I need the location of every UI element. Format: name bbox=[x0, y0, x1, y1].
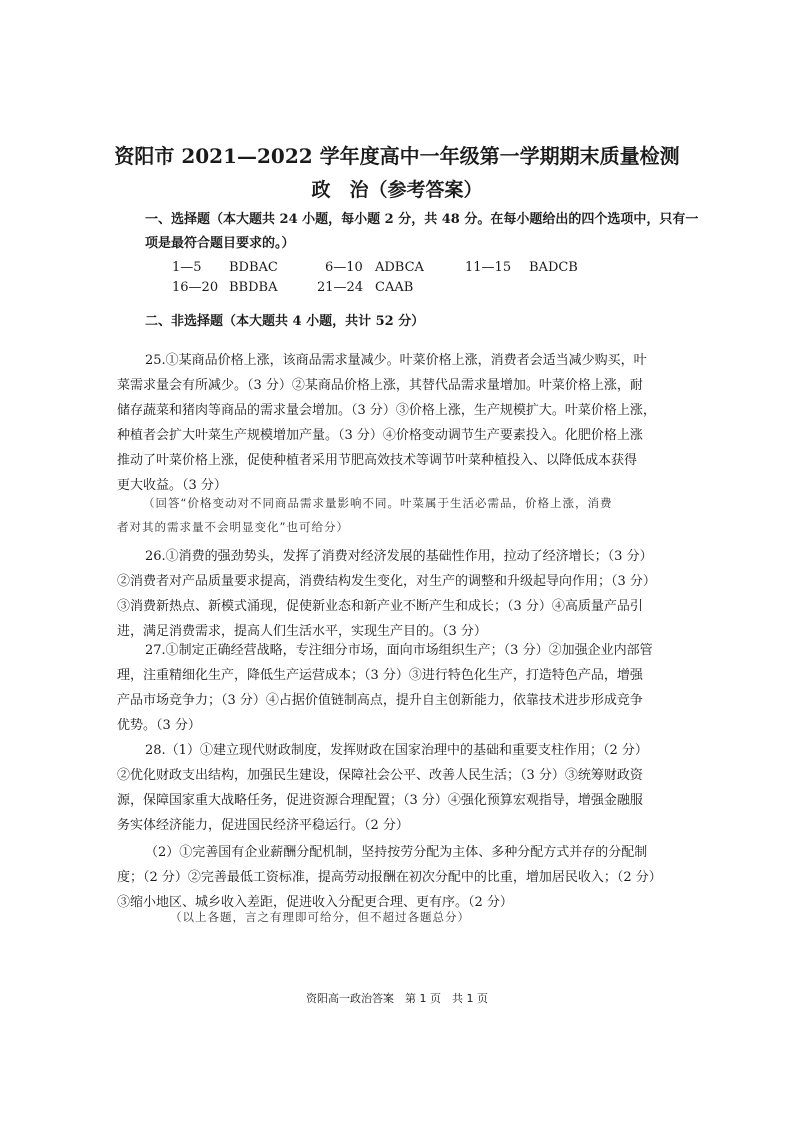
section1-heading-line2: 项是最符合题目要求的。） bbox=[145, 236, 295, 251]
q28-2-line: 度；（2 分）②完善最低工资标准，提高劳动报酬在初次分配中的比重，增加居民收入；（2 分） bbox=[117, 870, 662, 885]
q26-line: ②消费者对产品质量要求提高，消费结构发生变化，对生产的调整和升级起导向作用；（3 分） bbox=[117, 574, 656, 589]
q27-line: 27.①制定正确经营战略，专注细分市场，面向市场组织生产；（3 分）②加强企业内部管 bbox=[145, 643, 653, 658]
answer-range: 11—15 bbox=[465, 260, 512, 275]
answer-value: BADCB bbox=[529, 260, 578, 275]
q27-line: 理，注重精细化生产，降低生产运营成本；（3 分）③进行特色化生产，打造特色产品，增强 bbox=[117, 668, 643, 683]
q28-1-line: 务实体经济能力，促进国民经济平稳运行。（2 分） bbox=[117, 818, 409, 833]
q25-note-line: （回答“价格变动对不同商品需求量影响不同。叶菜属于生活必需品，价格上涨，消费 bbox=[143, 496, 613, 510]
q26-line: ③消费新热点、新模式涌现，促使新业态和新产业不断产生和成长；（3 分）④高质量产品引 bbox=[117, 599, 643, 614]
q28-1-line: 28.（1）①建立现代财政制度，发挥财政在国家治理中的基础和重要支柱作用；（2 分） bbox=[145, 743, 648, 758]
section2-heading: 二、非选择题（本大题共 4 小题，共计 52 分） bbox=[145, 314, 425, 329]
q25-line: 储存蔬菜和猪肉等商品的需求量会增加。（3 分）③价格上涨，生产规模扩大。叶菜价格上涨， bbox=[117, 403, 656, 418]
q28-1-line: 源，保障国家重大战略任务，促进资源合理配置；（3 分）④强化预算宏观指导，增强金融服 bbox=[117, 793, 643, 808]
answer-value: ADBCA bbox=[375, 260, 424, 275]
q27-line: 产品市场竞争力；（3 分）④占据价值链制高点，提升自主创新能力，依靠技术进步形成竞争 bbox=[117, 693, 643, 708]
q25-line: 推动了叶菜价格上涨，促使种植者采用节肥高效技术等调节叶菜种植投入、以降低成本获得 bbox=[117, 453, 638, 468]
answer-range: 21—24 bbox=[317, 280, 364, 295]
answer-value: BDBAC bbox=[229, 260, 278, 275]
page-subtitle: 政 治（参考答案） bbox=[311, 179, 483, 201]
page-footer: 资阳高一政治答案 第 1 页 共 1 页 bbox=[306, 992, 488, 1005]
q28-2-line: ③缩小地区、城乡收入差距，促进收入分配更合理、更有序。（2 分） bbox=[117, 895, 513, 910]
answer-range: 1—5 bbox=[172, 260, 202, 275]
page-title: 资阳市 2021—2022 学年度高中一年级第一学期期末质量检测 bbox=[114, 144, 680, 168]
q27-line: 优势。（3 分） bbox=[117, 718, 201, 733]
section1-heading-line1: 一、选择题（本大题共 24 小题，每小题 2 分，共 48 分。在每小题给出的四个选项中，只有一 bbox=[145, 212, 699, 227]
q25-line: 更大收益。（3 分） bbox=[117, 478, 227, 493]
q26-line: 进，满足消费需求，提高人们生活水平，实现生产目的。（3 分） bbox=[117, 624, 487, 639]
answer-value: CAAB bbox=[375, 280, 414, 295]
q25-line: 种植者会扩大叶菜生产规模增加产量。（3 分）④价格变动调节生产要素投入。化肥价格上涨 bbox=[117, 428, 643, 443]
answer-value: BBDBA bbox=[229, 280, 278, 295]
q26-line: 26.①消费的强劲势头，发挥了消费对经济发展的基础性作用，拉动了经济增长；（3 分） bbox=[145, 549, 653, 564]
q25-line: 25.①某商品价格上涨，该商品需求量减少。叶菜价格上涨，消费者会适当减少购买，叶 bbox=[145, 353, 647, 368]
q25-note-line: 者对其的需求量不会明显变化”也可给分） bbox=[117, 520, 349, 534]
q25-line: 菜需求量会有所减少。（3 分）②某商品价格上涨，其替代品需求量增加。叶菜价格上涨，耐 bbox=[117, 378, 643, 393]
q28-2-line: （2）①完善国有企业薪酬分配机制，坚持按劳分配为主体、多种分配方式并存的分配制 bbox=[145, 845, 648, 860]
final-note: （以上各题，言之有理即可给分，但不超过各题总分） bbox=[170, 910, 470, 924]
answer-range: 6—10 bbox=[325, 260, 363, 275]
q28-1-line: ②优化财政支出结构，加强民生建设，保障社会公平、改善人民生活；（3 分）③统筹财政资 bbox=[117, 768, 643, 783]
answer-range: 16—20 bbox=[172, 280, 219, 295]
